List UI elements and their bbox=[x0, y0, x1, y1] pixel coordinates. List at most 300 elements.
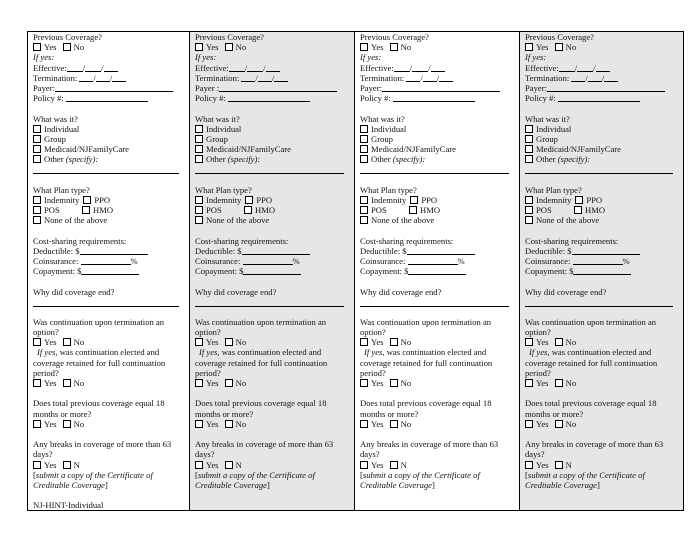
termination-yy-field[interactable] bbox=[112, 73, 126, 82]
total-prev-no-checkbox[interactable] bbox=[63, 420, 71, 428]
elected-no-checkbox[interactable] bbox=[555, 379, 563, 387]
breaks-question: Any breaks in coverage of more than 63 bbox=[33, 439, 172, 450]
n-label: N bbox=[400, 459, 407, 470]
hmo-label: HMO bbox=[93, 205, 114, 215]
other-specify-field[interactable] bbox=[195, 164, 344, 174]
total-prev-question: Does total previous coverage equal 18 bbox=[525, 398, 657, 409]
specify-label: (specify): bbox=[392, 154, 426, 165]
payer-field[interactable] bbox=[219, 83, 337, 92]
yes-label: Yes bbox=[371, 378, 384, 388]
yes-label: Yes bbox=[371, 418, 384, 429]
effective-yy-field[interactable] bbox=[596, 63, 610, 72]
breaks-n-checkbox[interactable] bbox=[225, 461, 233, 469]
continuation-elected-text-2: coverage retained for full continuation bbox=[360, 357, 493, 368]
medicaid-checkbox[interactable] bbox=[360, 145, 368, 153]
why-end-field[interactable] bbox=[33, 297, 179, 307]
what-was-it-label: What was it? bbox=[195, 113, 240, 124]
pos-label: POS bbox=[371, 205, 387, 215]
none-above-label: None of the above bbox=[206, 215, 270, 226]
effective-dd-field[interactable] bbox=[577, 63, 593, 72]
cost-sharing-label: Cost-sharing requirements: bbox=[525, 235, 619, 246]
deductible-field[interactable] bbox=[80, 246, 148, 255]
prev-coverage-yes-checkbox[interactable] bbox=[195, 43, 203, 51]
payer-field[interactable] bbox=[547, 83, 665, 92]
termination-yy-field[interactable] bbox=[274, 73, 288, 82]
none-above-checkbox[interactable] bbox=[195, 216, 203, 224]
deductible-field[interactable] bbox=[572, 246, 640, 255]
indemnity-label: Indemnity bbox=[44, 194, 80, 205]
yes-label: Yes bbox=[44, 42, 57, 53]
payer-label: Payer : bbox=[195, 82, 220, 93]
effective-mm-field[interactable] bbox=[394, 63, 410, 72]
yes-label: Yes bbox=[536, 459, 549, 470]
elected-yes-checkbox[interactable] bbox=[33, 379, 41, 387]
submit-certificate-text: submit a copy of the Certificate of bbox=[362, 469, 480, 480]
submit-certificate-text: submit a copy of the Certificate of bbox=[197, 469, 315, 480]
plan-type-label: What Plan type? bbox=[195, 184, 252, 195]
yes-label: Yes bbox=[206, 459, 219, 470]
what-was-it-label: What was it? bbox=[360, 113, 405, 124]
pos-label: POS bbox=[206, 205, 222, 215]
ppo-checkbox[interactable] bbox=[83, 196, 91, 204]
bracket-open: [ bbox=[33, 469, 36, 480]
group-checkbox[interactable] bbox=[33, 135, 41, 143]
hmo-checkbox[interactable] bbox=[244, 206, 252, 214]
previous-coverage-label: Previous Coverage? bbox=[525, 32, 594, 42]
none-above-checkbox[interactable] bbox=[360, 216, 368, 224]
breaks-n-checkbox[interactable] bbox=[63, 461, 71, 469]
no-label: No bbox=[235, 42, 247, 53]
effective-mm-field[interactable] bbox=[229, 63, 245, 72]
yes-label: Yes bbox=[44, 378, 57, 388]
total-prev-question-cont: months or more? bbox=[195, 408, 254, 419]
effective-dd-field[interactable] bbox=[85, 63, 101, 72]
dollar-sign: $ bbox=[569, 266, 574, 277]
effective-label: Effective: bbox=[525, 62, 559, 73]
total-prev-no-checkbox[interactable] bbox=[225, 420, 233, 428]
pos-label: POS bbox=[536, 205, 552, 215]
breaks-yes-checkbox[interactable] bbox=[195, 461, 203, 469]
policy-field[interactable] bbox=[228, 93, 310, 102]
continuation-elected-text: was continuation elected and bbox=[386, 347, 487, 358]
yes-label: Yes bbox=[371, 42, 384, 53]
prev-coverage-no-checkbox[interactable] bbox=[63, 43, 71, 51]
total-prev-yes-checkbox[interactable] bbox=[360, 420, 368, 428]
yes-label: Yes bbox=[44, 418, 57, 429]
previous-coverage-label: Previous Coverage? bbox=[360, 32, 429, 42]
policy-label: Policy #: bbox=[33, 93, 64, 104]
percent-sign: % bbox=[292, 255, 300, 266]
group-checkbox[interactable] bbox=[525, 135, 533, 143]
pos-checkbox[interactable] bbox=[360, 206, 368, 214]
elected-no-checkbox[interactable] bbox=[63, 379, 71, 387]
copayment-label: Copayment: bbox=[525, 266, 568, 277]
form-column-3: Previous Coverage? Yes No If yes: Effective: / / Termination: / / Payer: Policy #: What was it? Individual Group Medicaid/NJFamilyCare Other (specify): What Plan type? Indemnity PPO POS HMO None of the above Cost-sharing requirements: Deductible: $ Coinsurance: % Copayment: $ Why did coverage end? Was continuation upon termination an option? Yes No If yes, was continuation elected and coverage retained for full continuation period? Yes No Does total previous coverage equal 18 months or more? Yes No Any breaks in coverage of more than 63 days? Yes N [submit a copy of the Certificate of Creditable Coverage] bbox=[354, 32, 519, 510]
why-end-label: Why did coverage end? bbox=[195, 286, 277, 297]
hmo-label: HMO bbox=[585, 205, 606, 215]
ppo-checkbox[interactable] bbox=[245, 196, 253, 204]
total-prev-question: Does total previous coverage equal 18 bbox=[195, 398, 327, 409]
breaks-question-cont: days? bbox=[525, 449, 545, 460]
continuation-yes-checkbox[interactable] bbox=[525, 338, 533, 346]
termination-label: Termination: bbox=[195, 72, 240, 83]
if-yes-label: If yes: bbox=[525, 52, 547, 63]
no-label: No bbox=[235, 418, 247, 429]
indemnity-checkbox[interactable] bbox=[525, 196, 533, 204]
prev-coverage-no-checkbox[interactable] bbox=[225, 43, 233, 51]
group-label: Group bbox=[536, 133, 558, 144]
continuation-question-cont: option? bbox=[195, 327, 221, 338]
other-label: Other bbox=[206, 154, 226, 165]
effective-yy-field[interactable] bbox=[104, 63, 118, 72]
continuation-question-cont: option? bbox=[525, 327, 551, 338]
yes-label: Yes bbox=[371, 337, 384, 348]
breaks-n-checkbox[interactable] bbox=[555, 461, 563, 469]
total-prev-question-cont: months or more? bbox=[33, 408, 92, 419]
individual-label: Individual bbox=[206, 123, 242, 134]
dollar-sign: $ bbox=[567, 245, 572, 256]
total-prev-question-cont: months or more? bbox=[360, 408, 419, 419]
other-checkbox[interactable] bbox=[195, 155, 203, 163]
coinsurance-field[interactable] bbox=[408, 256, 458, 265]
form-footer-id: NJ-HINT-Individual bbox=[33, 500, 104, 511]
medicaid-label: Medicaid/NJFamilyCare bbox=[206, 144, 291, 155]
coinsurance-field[interactable] bbox=[81, 256, 131, 265]
coinsurance-label: Coinsurance: bbox=[33, 255, 79, 266]
why-end-label: Why did coverage end? bbox=[33, 286, 115, 297]
termination-label: Termination: bbox=[33, 72, 78, 83]
submit-certificate-text: submit a copy of the Certificate of bbox=[527, 469, 645, 480]
medicaid-checkbox[interactable] bbox=[525, 145, 533, 153]
policy-field[interactable] bbox=[558, 93, 640, 102]
other-checkbox[interactable] bbox=[525, 155, 533, 163]
yes-label: Yes bbox=[536, 418, 549, 429]
total-prev-yes-checkbox[interactable] bbox=[525, 420, 533, 428]
breaks-question-cont: days? bbox=[195, 449, 215, 460]
coinsurance-field[interactable] bbox=[573, 256, 623, 265]
percent-sign: % bbox=[130, 255, 138, 266]
termination-mm-field[interactable] bbox=[406, 73, 420, 82]
bracket-close: ] bbox=[105, 479, 108, 490]
termination-mm-field[interactable] bbox=[79, 73, 93, 82]
continuation-elected-text-2: coverage retained for full continuation bbox=[525, 357, 658, 368]
total-prev-no-checkbox[interactable] bbox=[390, 420, 398, 428]
breaks-question: Any breaks in coverage of more than 63 bbox=[195, 439, 334, 450]
no-label: No bbox=[565, 378, 577, 388]
if-yes-short-label: If yes, bbox=[364, 347, 385, 358]
why-end-field[interactable] bbox=[360, 297, 509, 307]
termination-dd-field[interactable] bbox=[96, 73, 110, 82]
yes-label: Yes bbox=[536, 337, 549, 348]
deductible-field[interactable] bbox=[407, 246, 475, 255]
elected-no-checkbox[interactable] bbox=[390, 379, 398, 387]
no-label: No bbox=[73, 42, 85, 53]
dollar-sign: $ bbox=[239, 266, 244, 277]
termination-label: Termination: bbox=[360, 72, 405, 83]
dollar-sign: $ bbox=[237, 245, 242, 256]
specify-label: (specify): bbox=[65, 154, 99, 165]
indemnity-checkbox[interactable] bbox=[195, 196, 203, 204]
n-label: N bbox=[73, 459, 80, 470]
other-specify-field[interactable] bbox=[360, 164, 509, 174]
plan-type-label: What Plan type? bbox=[525, 184, 582, 195]
policy-field[interactable] bbox=[66, 93, 148, 102]
group-checkbox[interactable] bbox=[360, 135, 368, 143]
submit-certificate-text: submit a copy of the Certificate of bbox=[35, 469, 153, 480]
indemnity-label: Indemnity bbox=[536, 194, 572, 205]
none-above-label: None of the above bbox=[44, 215, 108, 226]
bracket-open: [ bbox=[525, 469, 528, 480]
no-label: No bbox=[73, 337, 85, 348]
if-yes-short-label: If yes, bbox=[199, 347, 220, 358]
prev-coverage-yes-checkbox[interactable] bbox=[525, 43, 533, 51]
deductible-label: Deductible: bbox=[195, 245, 236, 256]
prev-coverage-no-checkbox[interactable] bbox=[555, 43, 563, 51]
hmo-checkbox[interactable] bbox=[409, 206, 417, 214]
elected-yes-checkbox[interactable] bbox=[525, 379, 533, 387]
ppo-label: PPO bbox=[94, 194, 111, 205]
prev-coverage-no-checkbox[interactable] bbox=[390, 43, 398, 51]
why-end-label: Why did coverage end? bbox=[360, 286, 442, 297]
pos-checkbox[interactable] bbox=[195, 206, 203, 214]
group-checkbox[interactable] bbox=[195, 135, 203, 143]
total-prev-no-checkbox[interactable] bbox=[555, 420, 563, 428]
no-label: No bbox=[73, 378, 85, 388]
effective-mm-field[interactable] bbox=[559, 63, 575, 72]
indemnity-checkbox[interactable] bbox=[360, 196, 368, 204]
termination-yy-field[interactable] bbox=[604, 73, 618, 82]
pos-checkbox[interactable] bbox=[525, 206, 533, 214]
ppo-label: PPO bbox=[421, 194, 438, 205]
copayment-label: Copayment: bbox=[360, 266, 403, 277]
copayment-field[interactable] bbox=[573, 266, 631, 275]
continuation-no-checkbox[interactable] bbox=[225, 338, 233, 346]
continuation-yes-checkbox[interactable] bbox=[195, 338, 203, 346]
payer-label: Payer: bbox=[525, 82, 547, 93]
prev-coverage-yes-checkbox[interactable] bbox=[33, 43, 41, 51]
no-label: No bbox=[235, 378, 247, 388]
percent-sign: % bbox=[457, 255, 465, 266]
if-yes-label: If yes: bbox=[360, 52, 382, 63]
elected-yes-checkbox[interactable] bbox=[360, 379, 368, 387]
coinsurance-field[interactable] bbox=[243, 256, 293, 265]
effective-yy-field[interactable] bbox=[266, 63, 280, 72]
pos-checkbox[interactable] bbox=[33, 206, 41, 214]
if-yes-label: If yes: bbox=[33, 52, 55, 63]
hmo-label: HMO bbox=[255, 205, 276, 215]
specify-label: (specify): bbox=[557, 154, 591, 165]
medicaid-label: Medicaid/NJFamilyCare bbox=[536, 144, 621, 155]
group-label: Group bbox=[371, 133, 393, 144]
payer-label: Payer: bbox=[33, 82, 55, 93]
if-yes-short-label: If yes, bbox=[37, 347, 58, 358]
dollar-sign: $ bbox=[77, 266, 82, 277]
effective-label: Effective: bbox=[195, 62, 229, 73]
no-label: No bbox=[565, 337, 577, 348]
no-label: No bbox=[400, 418, 412, 429]
yes-label: Yes bbox=[206, 418, 219, 429]
cost-sharing-label: Cost-sharing requirements: bbox=[360, 235, 454, 246]
group-label: Group bbox=[44, 133, 66, 144]
continuation-elected-text: was continuation elected and bbox=[59, 347, 160, 358]
deductible-label: Deductible: bbox=[33, 245, 74, 256]
copayment-field[interactable] bbox=[81, 266, 139, 275]
individual-label: Individual bbox=[44, 123, 80, 134]
ppo-label: PPO bbox=[586, 194, 603, 205]
breaks-yes-checkbox[interactable] bbox=[525, 461, 533, 469]
total-prev-question: Does total previous coverage equal 18 bbox=[33, 398, 165, 409]
medicaid-label: Medicaid/NJFamilyCare bbox=[371, 144, 456, 155]
individual-label: Individual bbox=[371, 123, 407, 134]
termination-mm-field[interactable] bbox=[241, 73, 255, 82]
why-end-field[interactable] bbox=[195, 297, 344, 307]
breaks-n-checkbox[interactable] bbox=[390, 461, 398, 469]
other-label: Other bbox=[371, 154, 391, 165]
why-end-label: Why did coverage end? bbox=[525, 286, 607, 297]
individual-checkbox[interactable] bbox=[525, 125, 533, 133]
breaks-question: Any breaks in coverage of more than 63 bbox=[360, 439, 499, 450]
indemnity-checkbox[interactable] bbox=[33, 196, 41, 204]
previous-coverage-label: Previous Coverage? bbox=[33, 32, 102, 42]
total-prev-yes-checkbox[interactable] bbox=[195, 420, 203, 428]
none-above-checkbox[interactable] bbox=[33, 216, 41, 224]
termination-mm-field[interactable] bbox=[571, 73, 585, 82]
hmo-label: HMO bbox=[420, 205, 441, 215]
previous-coverage-label: Previous Coverage? bbox=[195, 32, 264, 42]
why-end-field[interactable] bbox=[525, 297, 673, 307]
continuation-no-checkbox[interactable] bbox=[63, 338, 71, 346]
n-label: N bbox=[565, 459, 572, 470]
if-yes-short-label: If yes, bbox=[529, 347, 550, 358]
form-column-1: Previous Coverage? Yes No If yes: Effective: / / Termination: / / Payer: Policy #: What was it? Individual Group Medicaid/NJFamilyCare Other (specify): What Plan type? Indemnity PPO POS HMO None of the above Cost-sharing requirements: Deductible: $ Coinsurance: % Copayment: $ Why did coverage end? Was continuation upon termination an option? Yes No If yes, was continuation elected and coverage retained for full continuation period? Yes No Does total previous coverage equal 18 months or more? Yes No Any breaks in coverage of more than 63 days? Yes N [submit a copy of the Certificate of Creditable Coverage] NJ-HINT-Individual bbox=[28, 32, 189, 510]
continuation-yes-checkbox[interactable] bbox=[360, 338, 368, 346]
effective-yy-field[interactable] bbox=[431, 63, 445, 72]
coinsurance-label: Coinsurance: bbox=[360, 255, 406, 266]
termination-dd-field[interactable] bbox=[588, 73, 602, 82]
hmo-checkbox[interactable] bbox=[574, 206, 582, 214]
copayment-label: Copayment: bbox=[195, 266, 238, 277]
effective-label: Effective: bbox=[33, 62, 67, 73]
continuation-question: Was continuation upon termination an bbox=[525, 316, 657, 327]
medicaid-checkbox[interactable] bbox=[195, 145, 203, 153]
continuation-elected-text-2: coverage retained for full continuation bbox=[195, 357, 328, 368]
bracket-open: [ bbox=[195, 469, 198, 480]
yes-label: Yes bbox=[536, 42, 549, 53]
payer-field[interactable] bbox=[382, 83, 500, 92]
ppo-checkbox[interactable] bbox=[410, 196, 418, 204]
deductible-field[interactable] bbox=[242, 246, 310, 255]
termination-dd-field[interactable] bbox=[258, 73, 272, 82]
continuation-no-checkbox[interactable] bbox=[390, 338, 398, 346]
individual-checkbox[interactable] bbox=[360, 125, 368, 133]
cost-sharing-label: Cost-sharing requirements: bbox=[33, 235, 127, 246]
what-was-it-label: What was it? bbox=[33, 113, 78, 124]
breaks-yes-checkbox[interactable] bbox=[33, 461, 41, 469]
elected-no-checkbox[interactable] bbox=[225, 379, 233, 387]
other-checkbox[interactable] bbox=[33, 155, 41, 163]
continuation-question: Was continuation upon termination an bbox=[360, 316, 492, 327]
plan-type-label: What Plan type? bbox=[360, 184, 417, 195]
copayment-field[interactable] bbox=[243, 266, 301, 275]
yes-label: Yes bbox=[371, 459, 384, 470]
no-label: No bbox=[565, 42, 577, 53]
ppo-checkbox[interactable] bbox=[575, 196, 583, 204]
copayment-field[interactable] bbox=[408, 266, 466, 275]
elected-yes-checkbox[interactable] bbox=[195, 379, 203, 387]
other-label: Other bbox=[536, 154, 556, 165]
effective-label: Effective: bbox=[360, 62, 394, 73]
dollar-sign: $ bbox=[402, 245, 407, 256]
other-specify-field[interactable] bbox=[33, 164, 179, 174]
yes-label: Yes bbox=[44, 459, 57, 470]
none-above-label: None of the above bbox=[536, 215, 600, 226]
ppo-label: PPO bbox=[256, 194, 273, 205]
yes-label: Yes bbox=[206, 42, 219, 53]
total-prev-question-cont: months or more? bbox=[525, 408, 584, 419]
pos-label: POS bbox=[44, 205, 60, 215]
dollar-sign: $ bbox=[75, 245, 80, 256]
continuation-yes-checkbox[interactable] bbox=[33, 338, 41, 346]
hmo-checkbox[interactable] bbox=[82, 206, 90, 214]
effective-dd-field[interactable] bbox=[247, 63, 263, 72]
indemnity-label: Indemnity bbox=[206, 194, 242, 205]
form-column-2: Previous Coverage? Yes No If yes: Effective: / / Termination: / / Payer : Policy #: What was it? Individual Group Medicaid/NJFamilyCare Other (specify): What Plan type? Indemnity PPO POS HMO None of the above Cost-sharing requirements: Deductible: $ Coinsurance: % Copayment: $ Why did coverage end? Was continuation upon termination an option? Yes No If yes, was continuation elected and coverage retained for full continuation period? Yes No Does total previous coverage equal 18 months or more? Yes No Any breaks in coverage of more than 63 days? Yes N [submit a copy of the Certificate of Creditable Coverage] bbox=[189, 32, 354, 510]
termination-yy-field[interactable] bbox=[439, 73, 453, 82]
copayment-label: Copayment: bbox=[33, 266, 76, 277]
breaks-yes-checkbox[interactable] bbox=[360, 461, 368, 469]
no-label: No bbox=[400, 378, 412, 388]
continuation-elected-text-2: coverage retained for full continuation bbox=[33, 357, 166, 368]
effective-dd-field[interactable] bbox=[412, 63, 428, 72]
prev-coverage-yes-checkbox[interactable] bbox=[360, 43, 368, 51]
total-prev-yes-checkbox[interactable] bbox=[33, 420, 41, 428]
deductible-label: Deductible: bbox=[525, 245, 566, 256]
what-was-it-label: What was it? bbox=[525, 113, 570, 124]
creditable-coverage-text: Creditable Coverage bbox=[525, 479, 597, 490]
policy-label: Policy #: bbox=[525, 93, 556, 104]
policy-field[interactable] bbox=[393, 93, 475, 102]
bracket-close: ] bbox=[432, 479, 435, 490]
plan-type-label: What Plan type? bbox=[33, 184, 90, 195]
continuation-no-checkbox[interactable] bbox=[555, 338, 563, 346]
payer-field[interactable] bbox=[55, 83, 173, 92]
individual-label: Individual bbox=[536, 123, 572, 134]
individual-checkbox[interactable] bbox=[195, 125, 203, 133]
coinsurance-label: Coinsurance: bbox=[525, 255, 571, 266]
individual-checkbox[interactable] bbox=[33, 125, 41, 133]
payer-label: Payer: bbox=[360, 82, 382, 93]
continuation-elected-text-3: period? bbox=[360, 367, 386, 378]
other-specify-field[interactable] bbox=[525, 164, 673, 174]
continuation-elected-text-3: period? bbox=[195, 367, 221, 378]
medicaid-checkbox[interactable] bbox=[33, 145, 41, 153]
breaks-question-cont: days? bbox=[33, 449, 53, 460]
none-above-label: None of the above bbox=[371, 215, 435, 226]
yes-label: Yes bbox=[206, 337, 219, 348]
n-label: N bbox=[235, 459, 242, 470]
no-label: No bbox=[400, 42, 412, 53]
specify-label: (specify): bbox=[227, 154, 261, 165]
continuation-question: Was continuation upon termination an bbox=[33, 316, 165, 327]
yes-label: Yes bbox=[536, 378, 549, 388]
continuation-question-cont: option? bbox=[33, 327, 59, 338]
none-above-checkbox[interactable] bbox=[525, 216, 533, 224]
bracket-open: [ bbox=[360, 469, 363, 480]
other-checkbox[interactable] bbox=[360, 155, 368, 163]
termination-dd-field[interactable] bbox=[423, 73, 437, 82]
coinsurance-label: Coinsurance: bbox=[195, 255, 241, 266]
effective-mm-field[interactable] bbox=[67, 63, 83, 72]
